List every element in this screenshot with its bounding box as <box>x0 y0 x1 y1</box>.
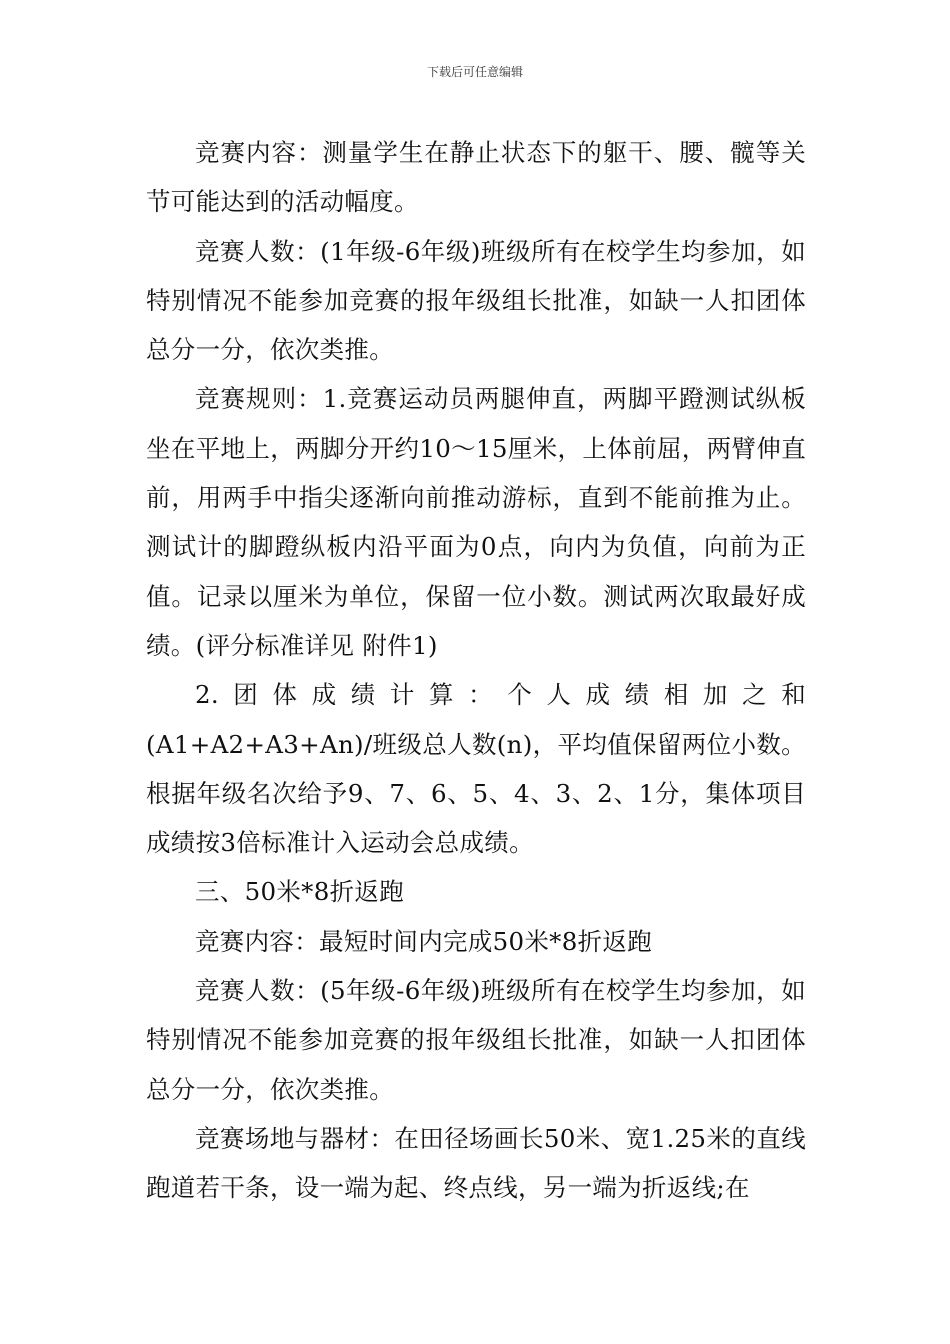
paragraph-team-score: 2.团体成绩计算：个人成绩相加之和(A1+A2+A3+An)/班级总人数(n)，平均值保留两位小数。根据年级名次给予9、7、6、5、4、3、2、1分，集体项目成绩按3倍标准计入运动会总成绩。 <box>146 680 806 858</box>
paragraph-participants: 竞赛人数：(1年级-6年级)班级所有在校学生均参加，如特别情况不能参加竞赛的报年级组长批准，如缺一人扣团体总分一分，依次类推。 <box>146 236 806 365</box>
paragraph-shuttle-content: 竞赛内容：最短时间内完成50米*8折返跑 <box>195 926 653 956</box>
paragraph-venue-equipment: 竞赛场地与器材：在田径场画长50米、宽1.25米的直线跑道若干条，设一端为起、终点线，另一端为折返线;在 <box>146 1123 806 1203</box>
section-heading: 三、50米*8折返跑 <box>195 877 405 907</box>
document-body <box>146 128 806 1213</box>
paragraph-content-description: 竞赛内容：测量学生在静止状态下的躯干、腰、髋等关节可能达到的活动幅度。 <box>146 138 806 217</box>
paragraph-rules: 竞赛规则：1.竞赛运动员两腿伸直，两脚平蹬测试纵板坐在平地上，两脚分开约10～15厘米，上体前屈，两臂伸直前，用两手中指尖逐渐向前推动游标，直到不能前推为止。测试计的脚蹬纵板内沿平面为0点，向内为负值，向前为正值。记录以厘米为单位，保留一位小数。测试两次取最好成绩。(评分标准详见 附件1) <box>146 384 806 660</box>
page-header: 下载后可任意编辑 <box>426 65 523 79</box>
paragraph-shuttle-participants: 竞赛人数：(5年级-6年级)班级所有在校学生均参加，如特别情况不能参加竞赛的报年级组长批准，如缺一人扣团体总分一分，依次类推。 <box>146 976 806 1104</box>
